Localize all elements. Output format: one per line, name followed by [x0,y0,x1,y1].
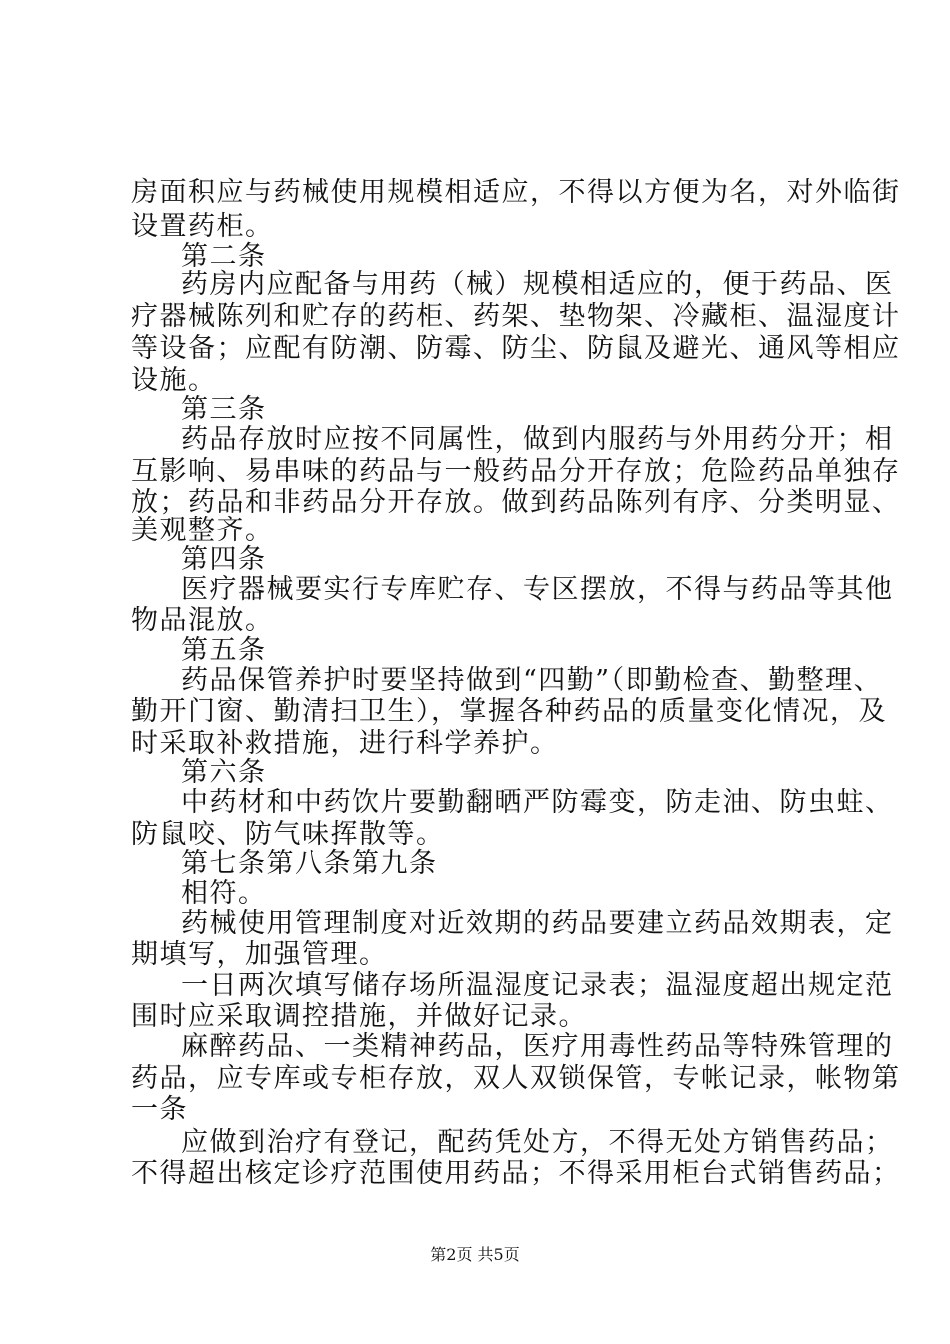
page-number-footer: 第2页 共5页 [430,1245,520,1264]
section-heading: 第五条 [181,635,267,666]
text-line: 麻醉药品、一类精神药品，医疗用毒性药品等特殊管理的 [181,1031,894,1062]
text-line: 设置药柜。 [131,211,274,242]
text-line: 药房内应配备与用药（械）规模相适应的，便于药品、医 [181,269,894,300]
text-line: 设施。 [131,365,217,396]
text-line: 房面积应与药械使用规模相适应，不得以方便为名，对外临街 [131,177,901,208]
section-heading: 第二条 [181,241,267,272]
text-line: 应做到治疗有登记，配药凭处方，不得无处方销售药品； [181,1127,894,1158]
text-line: 相符。 [181,878,267,909]
text-line: 互影响、易串味的药品与一般药品分开存放；危险药品单独存 [131,456,901,487]
text-line: 期填写，加强管理。 [131,939,388,970]
text-line: 等设备；应配有防潮、防霉、防尘、防鼠及避光、通风等相应 [131,333,901,364]
text-line: 药品存放时应按不同属性，做到内服药与外用药分开；相 [181,424,894,455]
text-line: 不得超出核定诊疗范围使用药品；不得采用柜台式销售药品； [131,1158,901,1189]
text-line: 药品保管养护时要坚持做到“四勤”（即勤检查、勤整理、 [181,665,883,696]
text-line: 疗器械陈列和贮存的药柜、药架、垫物架、冷藏柜、温湿度计 [131,301,901,332]
text-line: 围时应采取调控措施，并做好记录。 [131,1001,587,1032]
text-line: 一条 [131,1094,188,1125]
text-line: 药械使用管理制度对近效期的药品要建立药品效期表，定 [181,908,894,939]
text-line: 一日两次填写储存场所温湿度记录表；温湿度超出规定范 [181,970,894,1001]
text-line: 物品混放。 [131,605,274,636]
text-line: 药品，应专库或专柜存放，双人双锁保管，专帐记录，帐物第 [131,1063,901,1094]
section-heading: 第七条第八条第九条 [181,848,438,879]
section-heading: 第六条 [181,757,267,788]
text-line: 时采取补救措施，进行科学养护。 [131,728,559,759]
text-line: 勤开门窗、勤清扫卫生），掌握各种药品的质量变化情况，及 [131,696,887,727]
text-line: 医疗器械要实行专库贮存、专区摆放，不得与药品等其他 [181,574,894,605]
text-line: 美观整齐。 [131,515,274,546]
text-line: 放；药品和非药品分开存放。做到药品陈列有序、分类明显、 [131,487,901,518]
section-heading: 第三条 [181,394,267,425]
text-line: 防鼠咬、防气味挥散等。 [131,819,445,850]
section-heading: 第四条 [181,544,267,575]
text-line: 中药材和中药饮片要勤翻晒严防霉变，防走油、防虫蛀、 [181,787,894,818]
